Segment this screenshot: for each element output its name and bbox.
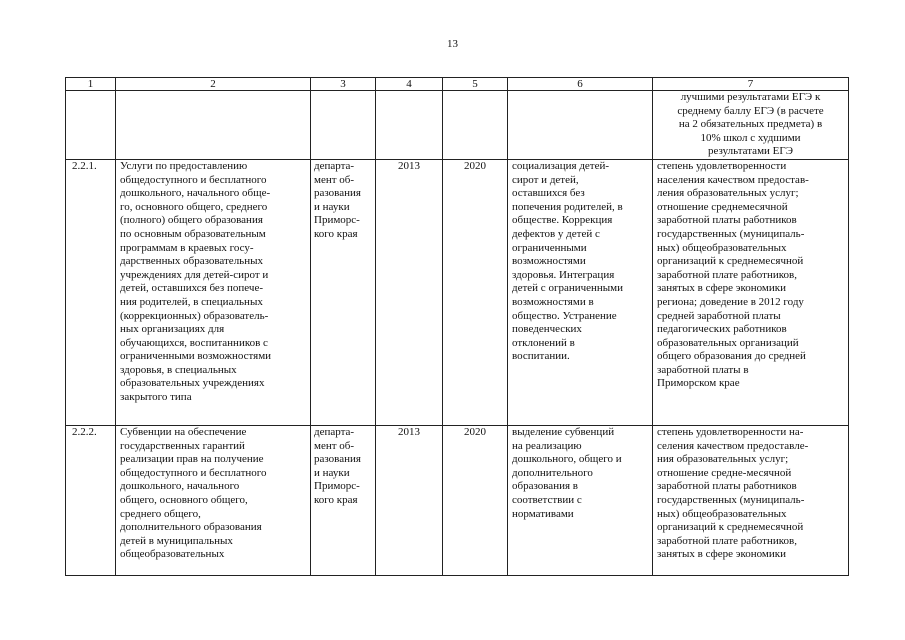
table-row — [66, 425, 849, 575]
expected-result: социализация детей- сирот и детей, оставшихся без попечения родителей, в обществе. Коррекция дефектов у детей с ограниченными возможностями здоровья. Интеграция детей с ограниченными возможностями в общество. Устранение поведенческих отклонений в воспитании. — [508, 159, 653, 425]
column-header: 5 — [443, 78, 508, 91]
table-cell — [443, 91, 508, 160]
column-header: 2 — [116, 78, 311, 91]
indicator-cell: степень удовлетворенности на- селения качеством предоставле- ния образовательных услуг; отношение средне-месячной заработной платы работников государственных (муниципаль- ных) общеобразовательных организаций к среднемесячной заработной плате работников, занятых в сфере экономики — [653, 425, 849, 575]
start-year: 2013 — [376, 159, 443, 425]
row-number: 2.2.1. — [66, 159, 116, 425]
end-year: 2020 — [443, 425, 508, 575]
end-year: 2020 — [443, 159, 508, 425]
expected-result: выделение субвенций на реализацию дошкольного, общего и дополнительного образования в соответствии с нормативами — [508, 425, 653, 575]
column-header: 7 — [653, 78, 849, 91]
column-header: 4 — [376, 78, 443, 91]
executor: департа- мент об- разования и науки Приморс- кого края — [311, 425, 376, 575]
program-activities-table — [65, 77, 849, 576]
table-row — [66, 159, 849, 425]
column-header: 6 — [508, 78, 653, 91]
column-header-row — [66, 78, 849, 91]
start-year: 2013 — [376, 425, 443, 575]
table-cell — [508, 91, 653, 160]
activity-name: Субвенции на обеспечение государственных гарантий реализации прав на получение общедоступного и бесплатного дошкольного, начального общего, основного общего, среднего общего, дополнительного образования детей в муниципальных общеобразовательных — [116, 425, 311, 575]
row-number: 2.2.2. — [66, 425, 116, 575]
indicator-cell: лучшими результатами ЕГЭ к среднему баллу ЕГЭ (в расчете на 2 обязательных предмета) в 10% школ с худшими результатами ЕГЭ — [653, 91, 849, 160]
table-cell — [116, 91, 311, 160]
page-number: 13 — [447, 38, 458, 50]
continuation-row — [66, 91, 849, 160]
column-header: 1 — [66, 78, 116, 91]
table-cell — [376, 91, 443, 160]
table-cell — [311, 91, 376, 160]
activity-name: Услуги по предоставлению общедоступного и бесплатного дошкольного, начального обще- го, основного общего, среднего (полного) общего образования по основным образовательным программам в краевых госу- дарственных образовательных учреждениях для детей-сирот и детей, оставшихся без попече- ния родителей, в специальных (коррекционных) образователь- ных организациях для обучающихся, воспитанников с ограниченными возможностями здоровья, в специальных образовательных учреждениях закрытого типа — [116, 159, 311, 425]
indicator-cell: степень удовлетворенности населения качеством предостав- ления образовательных услуг; отношение среднемесячной заработной платы работников государственных (муниципаль- ных) общеобразовательных организаций к среднемесячной заработной плате работников, занятых в сфере экономики региона; доведение в 2012 году средней заработной платы педагогических работников образовательных организаций общего образования до средней заработной платы в Приморском крае — [653, 159, 849, 425]
table-cell — [66, 91, 116, 160]
executor: департа- мент об- разования и науки Приморс- кого края — [311, 159, 376, 425]
column-header: 3 — [311, 78, 376, 91]
